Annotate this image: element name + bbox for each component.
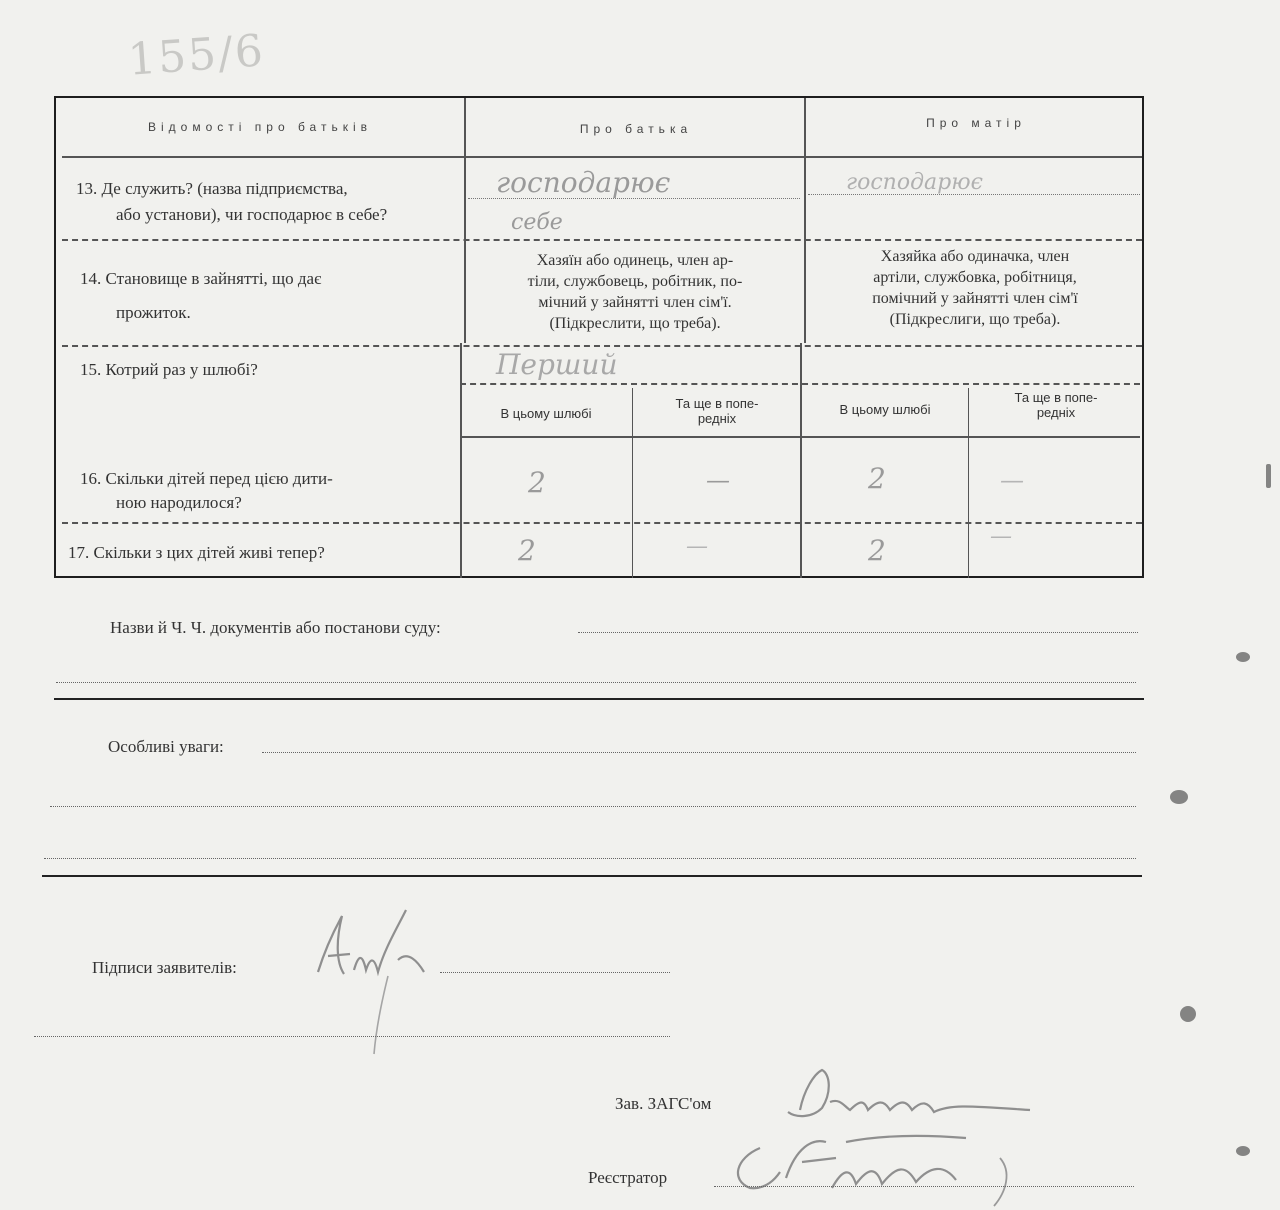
option-line: помічний у зайнятті член сім'ї: [872, 290, 1078, 307]
divider: [804, 98, 806, 343]
row16-label-line1: 16. Скільки дітей перед цією дити-: [80, 469, 333, 488]
row14-father-options: [468, 250, 802, 334]
option-line: мічний у зайнятті член сім'ї.: [538, 294, 732, 311]
row17-label: 17. Скільки з цих дітей живі тепер?: [68, 543, 325, 562]
notes-line: [262, 752, 1136, 753]
subheader-mother-previous: [970, 390, 1142, 420]
row13-father-value: господарює: [496, 166, 671, 199]
row17-mother-prev: —: [990, 524, 1012, 549]
documents-line-2: [56, 682, 1136, 683]
row14-mother-options: [808, 246, 1142, 330]
row16-father-prev: —: [706, 466, 730, 494]
signatures-line: [440, 972, 670, 973]
punch-hole: [1236, 1146, 1250, 1156]
option-line: (Підкреслиги, що треба).: [889, 311, 1061, 328]
divider: [464, 98, 466, 343]
punch-hole: [1236, 652, 1250, 662]
divider: [460, 383, 1140, 385]
subheader-mother-this-marriage: В цьому шлюбі: [839, 402, 931, 417]
pencil-record-number: 155/6: [126, 25, 267, 86]
punch-hole: [1170, 790, 1188, 804]
section-divider: [42, 875, 1142, 877]
divider: [460, 436, 1140, 438]
registrar-signature: [716, 1118, 1036, 1210]
parents-info-table: [54, 96, 1144, 578]
divider: [62, 156, 1142, 158]
divider: [968, 388, 969, 578]
documents-label: Назви й Ч. Ч. документів або постанови суду:: [110, 618, 441, 637]
subheader-line: Та ще в попе-: [1014, 390, 1098, 405]
row13-mother-value: господарює: [846, 170, 983, 195]
row16-label-line2: ною народилося?: [116, 493, 242, 512]
row13-label-line1: 13. Де служить? (назва підприємства,: [76, 179, 348, 198]
subheader-line: редніх: [1036, 405, 1076, 420]
row16-mother-this: 2: [868, 462, 886, 495]
margin-mark: [1266, 464, 1271, 488]
section-divider: [54, 698, 1144, 700]
subheader-line: редніх: [697, 411, 737, 426]
divider: [62, 345, 1142, 347]
subheader-father-previous: [634, 396, 800, 426]
notes-label: Особливі уваги:: [108, 737, 224, 756]
option-line: Хазяйка або одиначка, член: [880, 248, 1070, 265]
signatures-line-2: [34, 1036, 670, 1037]
option-line: артіли, службовка, робітниця,: [873, 269, 1077, 286]
row15-father-value: Перший: [496, 348, 618, 381]
divider: [460, 343, 462, 578]
option-line: (Підкреслити, що треба).: [549, 315, 721, 332]
option-line: Хазяїн або одинець, член ар-: [536, 252, 734, 269]
header-mother: Про матір: [926, 116, 1026, 130]
notes-line-3: [44, 858, 1136, 859]
registrar-line: [714, 1186, 1134, 1187]
signatures-label: Підписи заявителів:: [92, 958, 237, 977]
divider: [62, 239, 1142, 241]
row17-mother-this: 2: [868, 534, 886, 567]
row13-father-value2: себе: [511, 210, 563, 235]
punch-hole: [1180, 1006, 1196, 1022]
divider: [62, 522, 1142, 524]
zags-head-label: Зав. ЗАГС'ом: [615, 1094, 712, 1113]
option-line: тіли, службовець, робітник, по-: [527, 273, 743, 290]
header-father: Про батька: [579, 122, 693, 136]
row17-father-prev: —: [686, 534, 708, 559]
header-parents-info: Відомості про батьків: [148, 120, 372, 134]
subheader-father-this-marriage: В цьому шлюбі: [500, 406, 592, 421]
notes-line-2: [50, 806, 1136, 807]
documents-line: [578, 632, 1138, 633]
row14-label-line1: 14. Становище в зайнятті, що дає: [80, 269, 322, 288]
divider: [632, 388, 633, 578]
row15-label: 15. Котрий раз у шлюбі?: [80, 360, 258, 379]
subheader-line: Та ще в попе-: [675, 396, 759, 411]
row13-label-line2: або установи), чи господарює в себе?: [116, 205, 388, 224]
row17-father-this: 2: [518, 534, 536, 567]
row14-label-line2: прожиток.: [116, 303, 191, 322]
divider: [800, 343, 802, 578]
registrar-label: Реєстратор: [588, 1168, 668, 1187]
row16-mother-prev: —: [1000, 466, 1024, 494]
row16-father-this: 2: [528, 466, 546, 499]
